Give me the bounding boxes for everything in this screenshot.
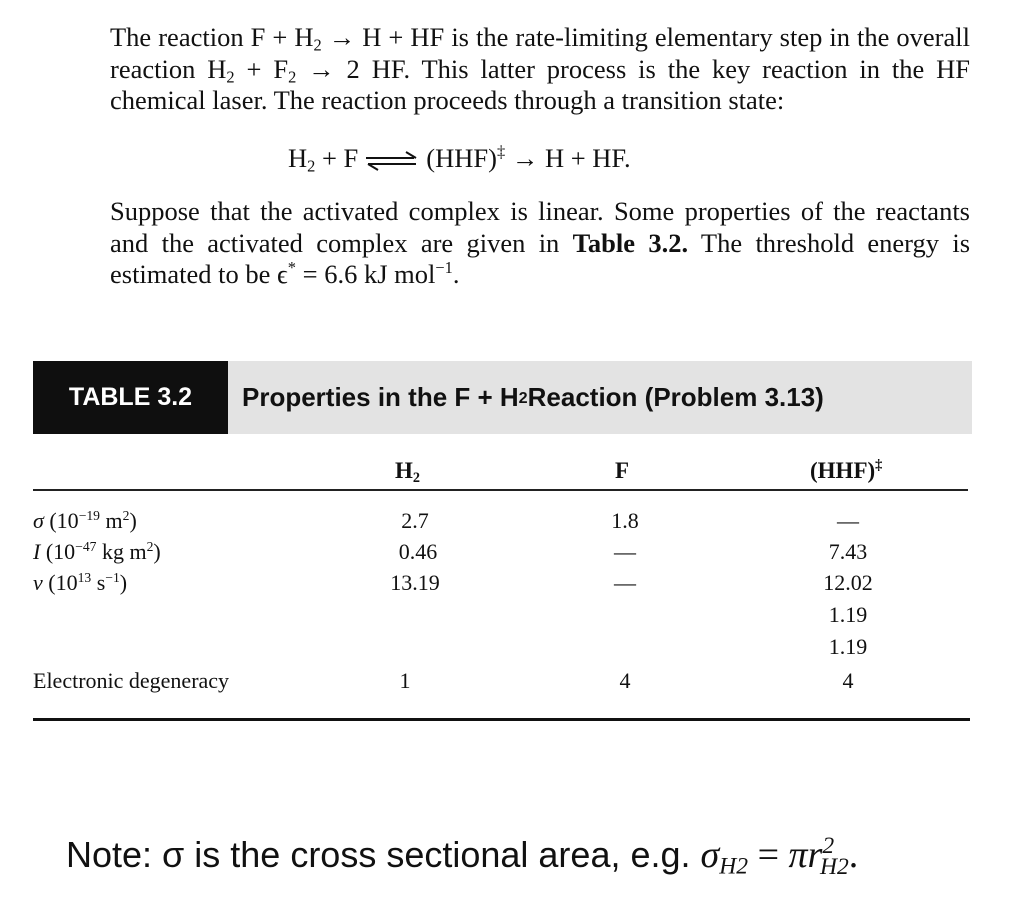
cell-frequency-hhf-2: 1.19 [828, 602, 868, 627]
subscript: 2 [313, 35, 322, 55]
math-symbol: σ [700, 834, 720, 876]
subscript: H2 [719, 853, 749, 880]
cell-degeneracy-f: 4 [619, 668, 631, 693]
cell-inertia-h2: 0.46 [398, 539, 438, 564]
superscript: −1 [435, 258, 453, 278]
text-run: ) [119, 570, 128, 595]
cell-inertia-hhf: 7.43 [828, 539, 868, 564]
column-header-h2 [395, 458, 420, 484]
cell-inertia-f: — [614, 539, 636, 564]
text-run: + F [234, 53, 289, 84]
text-run: = 6.6 kJ mol [296, 259, 436, 289]
text-run: (10 [40, 539, 76, 564]
text-run: ) [129, 508, 137, 533]
note-text [66, 832, 859, 880]
table-label: TABLE 3.2 [33, 361, 228, 434]
row-label-inertia [33, 539, 161, 565]
text-run: → 2 HF. This latter process is the key reaction in the HF chemical laser. The reaction proceeds through a transition state: [110, 53, 971, 115]
text-run: The reaction F + H [110, 22, 314, 52]
text-run: Suppose that the activated complex is linear. Some properties of the reactants and the activated complex are given in [110, 196, 970, 258]
superscript: 2 [146, 538, 154, 554]
text-run: → H + HF. [505, 143, 631, 173]
math-operator: = [748, 834, 789, 876]
row-label-frequency [33, 570, 127, 596]
cell-frequency-h2: 13.19 [390, 570, 440, 595]
problem-paragraph-1 [110, 22, 970, 117]
row-label-sigma [33, 508, 137, 534]
superscript: −1 [105, 569, 120, 585]
subscript: H2 [820, 853, 849, 880]
cell-sigma-f: 1.8 [611, 508, 639, 533]
text-run: Properties in the F + H [242, 382, 519, 412]
row-label-degeneracy: Electronic degeneracy [33, 668, 230, 693]
table-reference: Table 3.2. [572, 227, 689, 258]
cell-sigma-hhf: — [837, 508, 859, 533]
subscript: 2 [412, 469, 421, 486]
table-header-rule [33, 489, 968, 491]
text-run: kg m [96, 539, 147, 564]
superscript: ‡ [875, 457, 883, 474]
text-run: H [288, 143, 308, 173]
text-run: → H + HF is the rate-limiting elementary step in the overall reaction H [110, 22, 970, 84]
cell-frequency-f: — [614, 570, 636, 595]
cross-section-formula [700, 832, 859, 880]
subscript: 2 [226, 67, 235, 87]
text-run: (HHF) [426, 143, 497, 173]
math-symbol: r [807, 834, 823, 876]
superscript: * [287, 258, 296, 278]
table-title: Properties in the F + H 2 Reaction (Problem 3.13) [242, 382, 824, 412]
math-symbol: π [788, 834, 808, 876]
subscript: 2 [307, 156, 316, 176]
symbol: σ [33, 508, 44, 533]
text-run: F [615, 458, 630, 483]
cell-frequency-hhf-3: 1.19 [828, 634, 868, 659]
subscript: 2 [288, 67, 297, 87]
text-run: . [848, 834, 859, 876]
text-run: (10 [42, 570, 78, 595]
text-run: (HHF) [810, 458, 876, 483]
problem-paragraph-2 [110, 196, 970, 291]
text-run: . [452, 259, 460, 289]
column-header-f [615, 458, 629, 484]
text-run: + F [315, 143, 359, 173]
superscript: ‡ [496, 142, 506, 162]
text-run: m [100, 508, 123, 533]
superscript: 2 [122, 507, 130, 523]
superscript: −47 [75, 538, 97, 554]
equilibrium-arrow-icon [364, 151, 420, 171]
symbol: ν [33, 570, 43, 595]
reaction-equation [288, 143, 631, 174]
table-bottom-rule [33, 718, 970, 721]
cell-frequency-hhf-1: 12.02 [823, 570, 873, 595]
symbol: I [33, 539, 41, 564]
text-run: ) [153, 539, 161, 564]
cell-sigma-h2: 2.7 [401, 508, 429, 533]
superscript: 13 [77, 569, 92, 585]
cell-degeneracy-hhf: 4 [842, 668, 854, 693]
text-run: H [395, 458, 413, 483]
cell-degeneracy-h2: 1 [399, 668, 411, 693]
text-run: Reaction (Problem 3.13) [527, 382, 824, 412]
text-run: (10 [43, 508, 79, 533]
superscript: −19 [78, 507, 100, 523]
text-run: s [91, 570, 106, 595]
text-run: The threshold energy is estimated to be ϵ [110, 227, 971, 289]
column-header-hhf [810, 458, 882, 484]
superscript: 2 [822, 832, 835, 859]
text-run: Note: σ is the cross sectional area, e.g. [66, 834, 701, 875]
